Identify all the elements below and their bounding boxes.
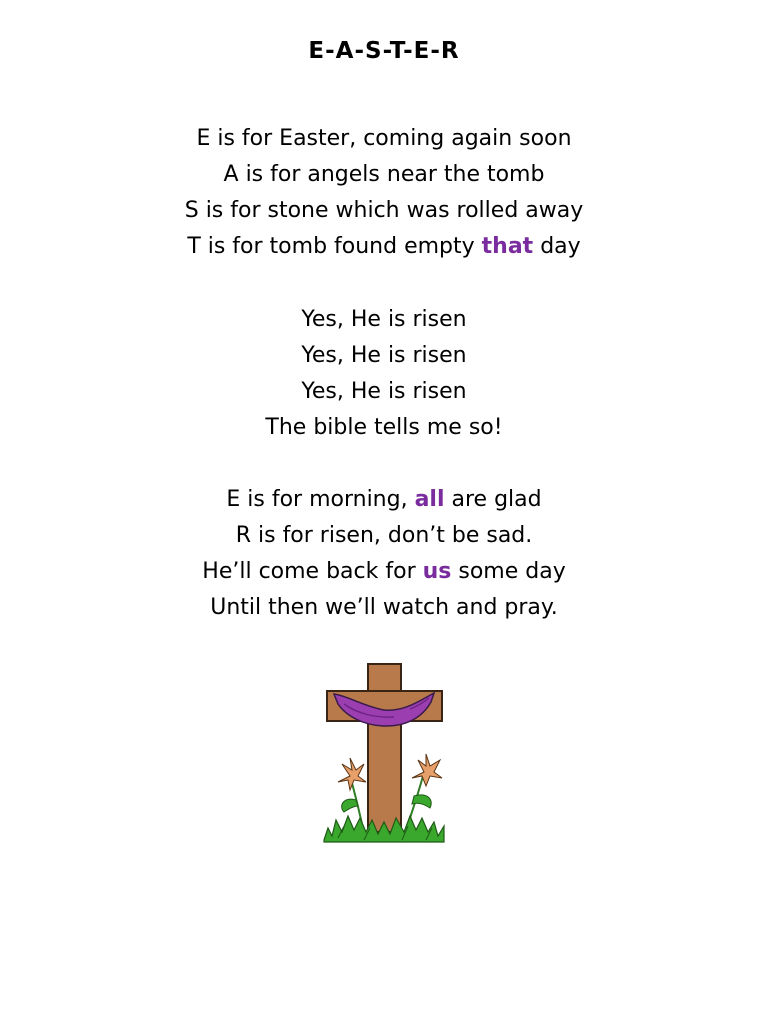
poem-stanza-3 bbox=[0, 482, 768, 626]
easter-cross-icon bbox=[318, 660, 450, 846]
poem-line: He’ll come back for us some day bbox=[202, 559, 566, 584]
poem-line: Yes, He is risen bbox=[301, 379, 467, 404]
highlighted-word: us bbox=[422, 559, 452, 584]
highlighted-word: all bbox=[414, 487, 445, 512]
poem-line: T is for tomb found empty that day bbox=[187, 234, 581, 259]
cross-vertical-beam bbox=[368, 664, 401, 832]
poem-line: The bible tells me so! bbox=[265, 415, 503, 440]
poem-line: E is for Easter, coming again soon bbox=[196, 126, 572, 151]
poem-line: E is for morning, all are glad bbox=[226, 487, 542, 512]
poem-line: S is for stone which was rolled away bbox=[184, 198, 584, 223]
poem-line: A is for angels near the tomb bbox=[223, 162, 545, 187]
poem-line: R is for risen, don’t be sad. bbox=[235, 523, 533, 548]
poem-line: Until then we’ll watch and pray. bbox=[210, 595, 558, 620]
highlighted-word: that bbox=[481, 234, 534, 259]
poem-stanza-1 bbox=[0, 121, 768, 265]
right-flower bbox=[412, 754, 442, 786]
page-title: E-A-S-T-E-R bbox=[308, 38, 460, 64]
poem-stanza-2 bbox=[0, 302, 768, 446]
poem-line: Yes, He is risen bbox=[301, 307, 467, 332]
left-flower bbox=[338, 758, 366, 790]
poem-line: Yes, He is risen bbox=[301, 343, 467, 368]
